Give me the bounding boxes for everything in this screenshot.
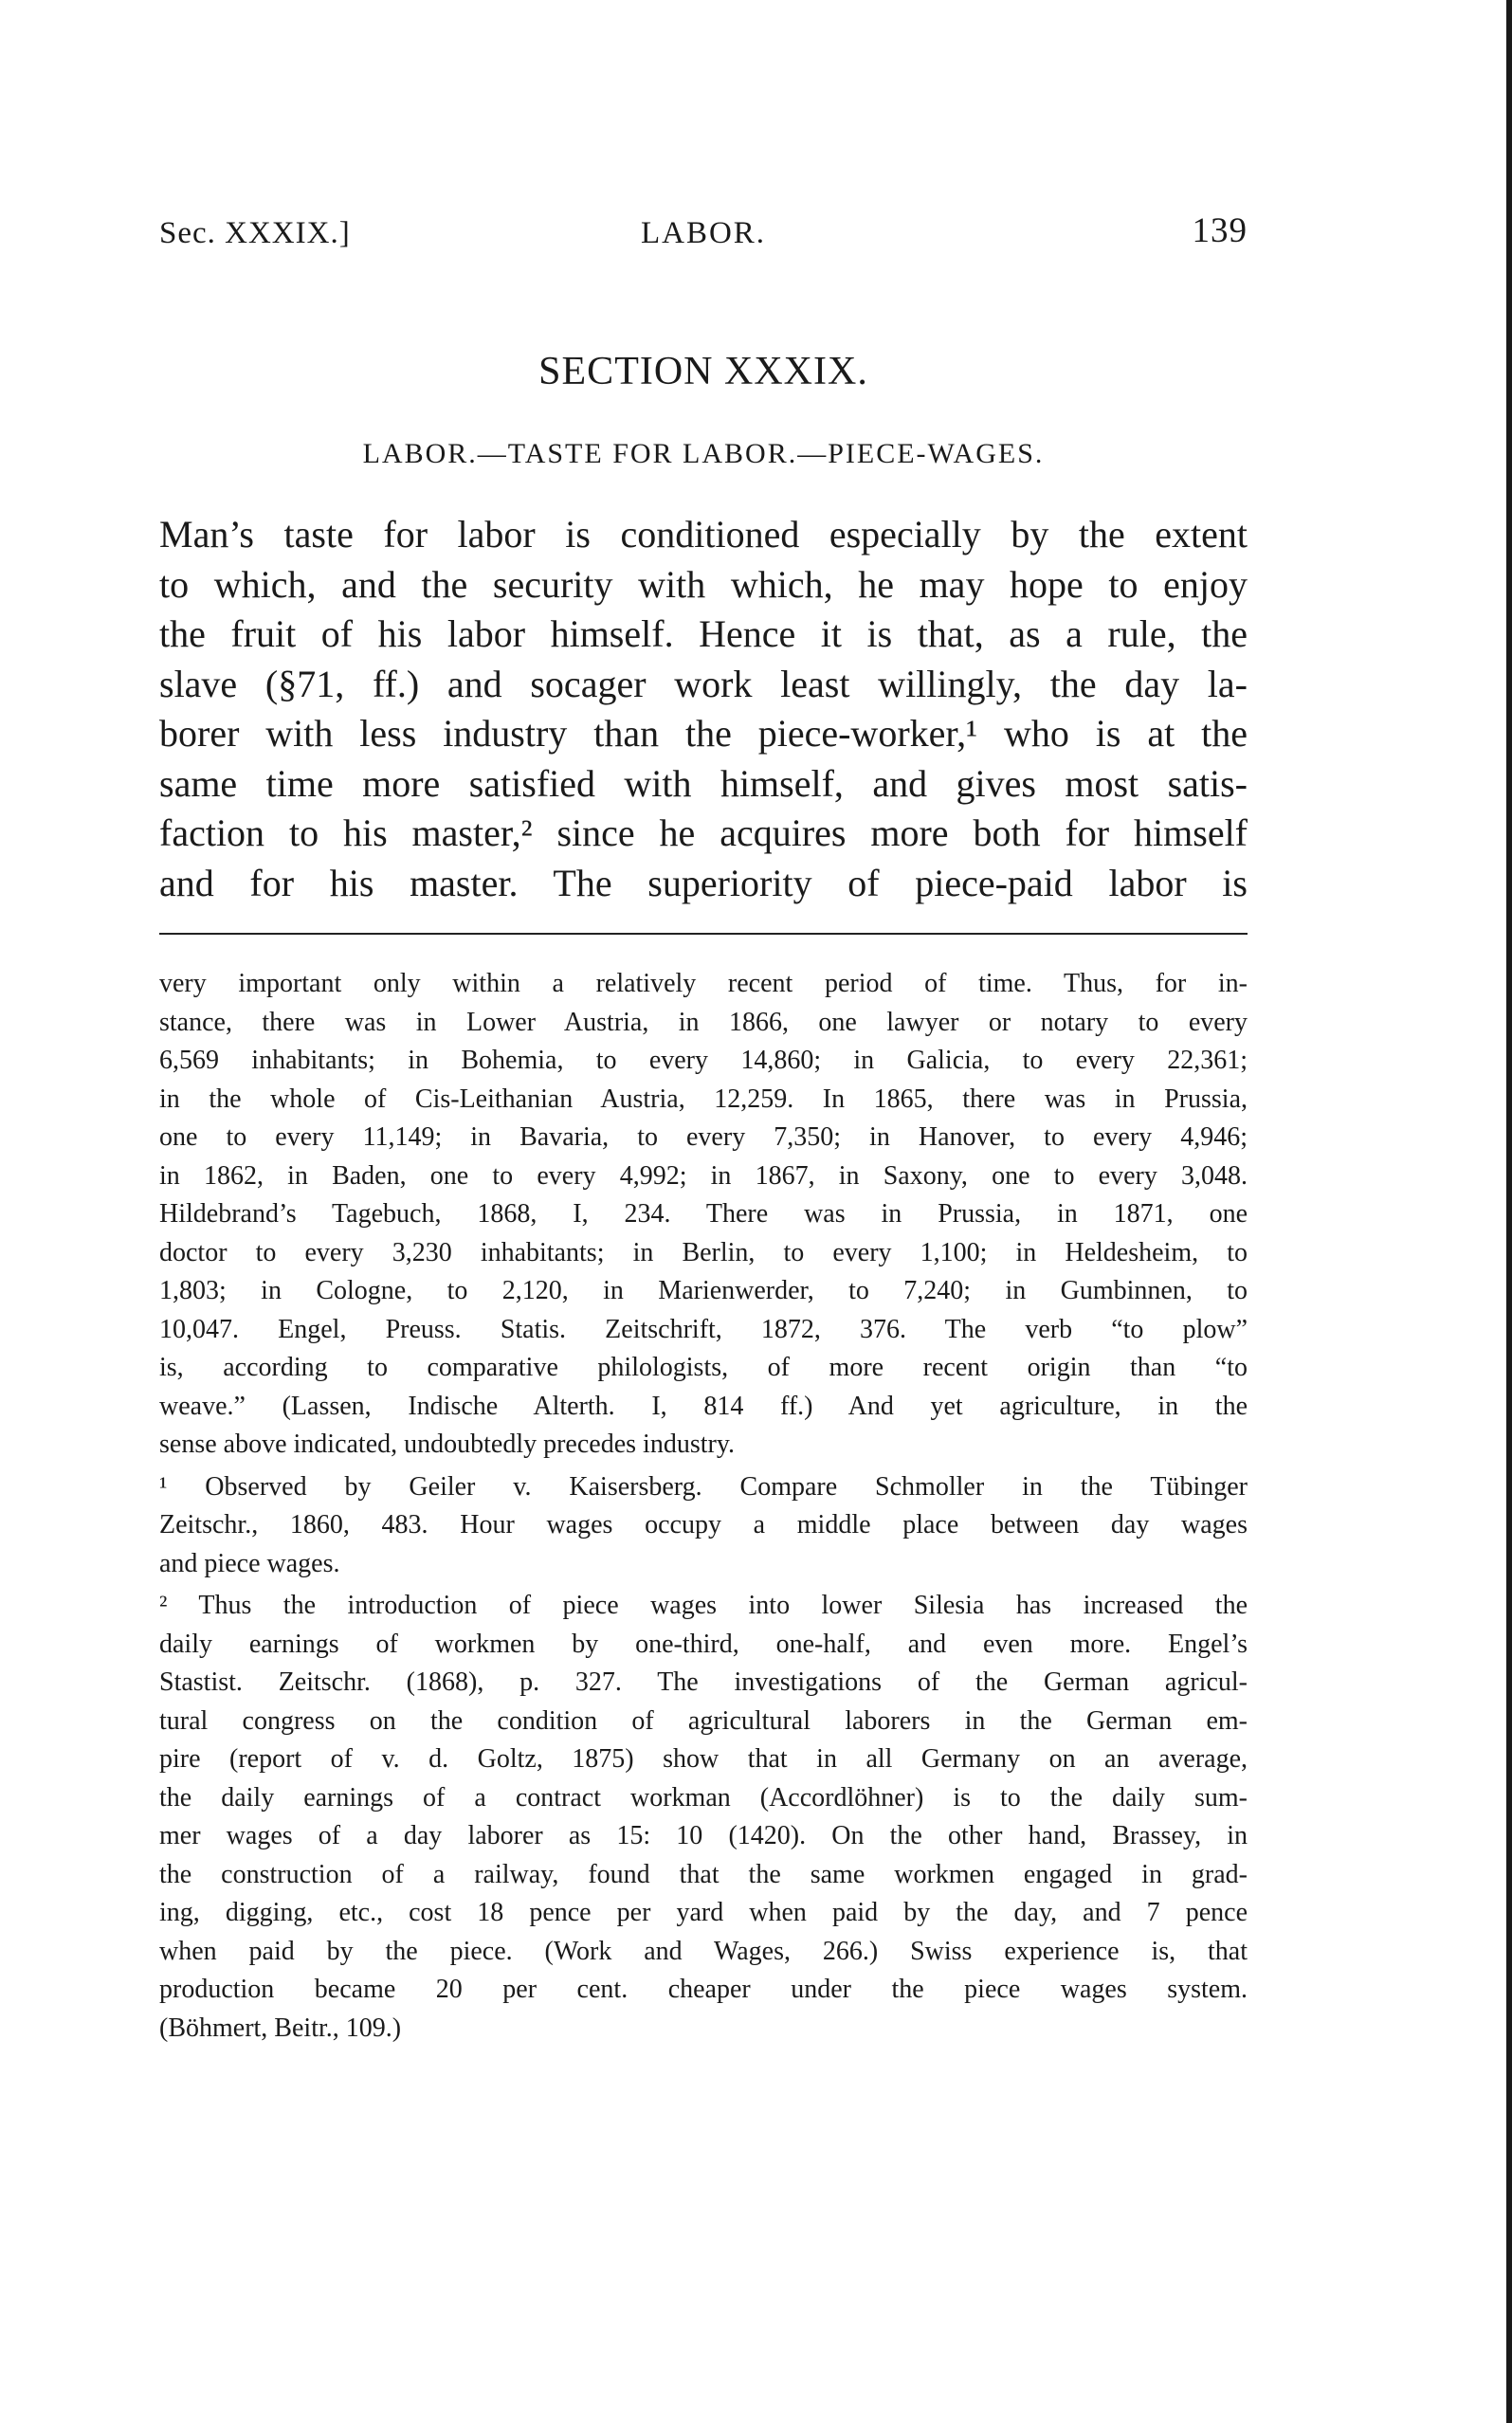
- main-text-line: borer with less industry than the piece-worker,¹ who is at the: [159, 712, 1248, 755]
- footnote-line: is, according to comparative philologists, of more recent origin than “to: [159, 1353, 1248, 1382]
- footnote-line: daily earnings of workmen by one-third, one-half, and even more. Engel’s: [159, 1629, 1248, 1659]
- running-head-section: Sec. XXXIX.]: [159, 216, 351, 250]
- footnote-line: 6,569 inhabitants; in Bohemia, to every 14,860; in Galicia, to every 22,361;: [159, 1046, 1248, 1075]
- footnote-line: Hildebrand’s Tagebuch, 1868, I, 234. There was in Prussia, in 1871, one: [159, 1199, 1248, 1229]
- main-text-line: to which, and the security with which, he may hope to enjoy: [159, 562, 1248, 606]
- footnote-line: in the whole of Cis-Leithanian Austria, 12,259. In 1865, there was in Prussia,: [159, 1084, 1248, 1114]
- footnote-continued: [159, 965, 1248, 1465]
- page-edge: [1506, 0, 1512, 2423]
- running-head-title: LABOR.: [640, 216, 767, 250]
- main-text-line: same time more satisfied with himself, and gives most satis-: [159, 761, 1248, 805]
- footnote-line: doctor to every 3,230 inhabitants; in Berlin, to every 1,100; in Heldesheim, to: [159, 1237, 1248, 1267]
- footnote-line: the daily earnings of a contract workman (Accordlöhner) is to the daily sum-: [159, 1782, 1248, 1813]
- footnote-line: ¹ Observed by Geiler v. Kaisersberg. Compare Schmoller in the Tübinger: [159, 1471, 1248, 1502]
- main-text-line: Man’s taste for labor is conditioned especially by the extent: [159, 513, 1248, 556]
- footnote-line: in 1862, in Baden, one to every 4,992; in 1867, in Saxony, one to every 3,048.: [159, 1160, 1248, 1191]
- main-text-line: faction to his master,² since he acquires more both for himself: [159, 811, 1248, 854]
- running-head: [159, 210, 1248, 258]
- section-subtitle: LABOR.—TASTE FOR LABOR.—PIECE-WAGES.: [362, 438, 1045, 469]
- main-text-line: and for his master. The superiority of piece-paid labor is: [159, 861, 1248, 904]
- footnote-line: tural congress on the condition of agricultural laborers in the German em-: [159, 1705, 1248, 1736]
- footnote-line: 1,803; in Cologne, to 2,120, in Marienwerder, to 7,240; in Gumbinnen, to: [159, 1276, 1248, 1305]
- footnote-line: very important only within a relatively recent period of time. Thus, for in-: [159, 969, 1248, 998]
- footnote-line: production became 20 per cent. cheaper under the piece wages system.: [159, 1975, 1248, 2004]
- page-number: 139: [1192, 211, 1248, 250]
- main-text-line: slave (§71, ff.) and socager work least willingly, the day la-: [159, 662, 1248, 705]
- main-text-line: the fruit of his labor himself. Hence it is that, as a rule, the: [159, 612, 1248, 655]
- footnote-line: the construction of a railway, found that the same workmen engaged in grad-: [159, 1859, 1248, 1889]
- footnote-line: stance, there was in Lower Austria, in 1866, one lawyer or notary to every: [159, 1007, 1248, 1037]
- footnote-line: when paid by the piece. (Work and Wages, 266.) Swiss experience is, that: [159, 1936, 1248, 1966]
- footnote-line: sense above indicated, undoubtedly precedes industry.: [159, 1430, 736, 1459]
- footnote-line: and piece wages.: [159, 1548, 340, 1578]
- footnote-2: [159, 1587, 1248, 2048]
- footnote-line: mer wages of a day laborer as 15: 10 (1420). On the other hand, Brassey, in: [159, 1821, 1248, 1850]
- footnote-line: Stastist. Zeitschr. (1868), p. 327. The investigations of the German agricul-: [159, 1667, 1248, 1697]
- footnote-line: ing, digging, etc., cost 18 pence per yard when paid by the day, and 7 pence: [159, 1898, 1248, 1927]
- footnote-line: (Böhmert, Beitr., 109.): [159, 2013, 402, 2043]
- footnote-line: ² Thus the introduction of piece wages into lower Silesia has increased the: [159, 1591, 1248, 1620]
- footnote-line: 10,047. Engel, Preuss. Statis. Zeitschrift, 1872, 376. The verb “to plow”: [159, 1314, 1248, 1344]
- footnote-line: pire (report of v. d. Goltz, 1875) show that in all Germany on an average,: [159, 1744, 1248, 1774]
- footnote-1: [159, 1468, 1248, 1584]
- footnote-line: one to every 11,149; in Bavaria, to every 7,350; in Hanover, to every 4,946;: [159, 1122, 1248, 1152]
- footnote-line: weave.” (Lassen, Indische Alterth. I, 814 ff.) And yet agriculture, in the: [159, 1391, 1248, 1421]
- main-paragraph: [159, 510, 1248, 908]
- footnote-divider: [159, 933, 1248, 935]
- footnote-line: Zeitschr., 1860, 483. Hour wages occupy a middle place between day wages: [159, 1510, 1248, 1539]
- footnotes: [159, 965, 1248, 2051]
- section-title: SECTION XXXIX.: [538, 350, 868, 393]
